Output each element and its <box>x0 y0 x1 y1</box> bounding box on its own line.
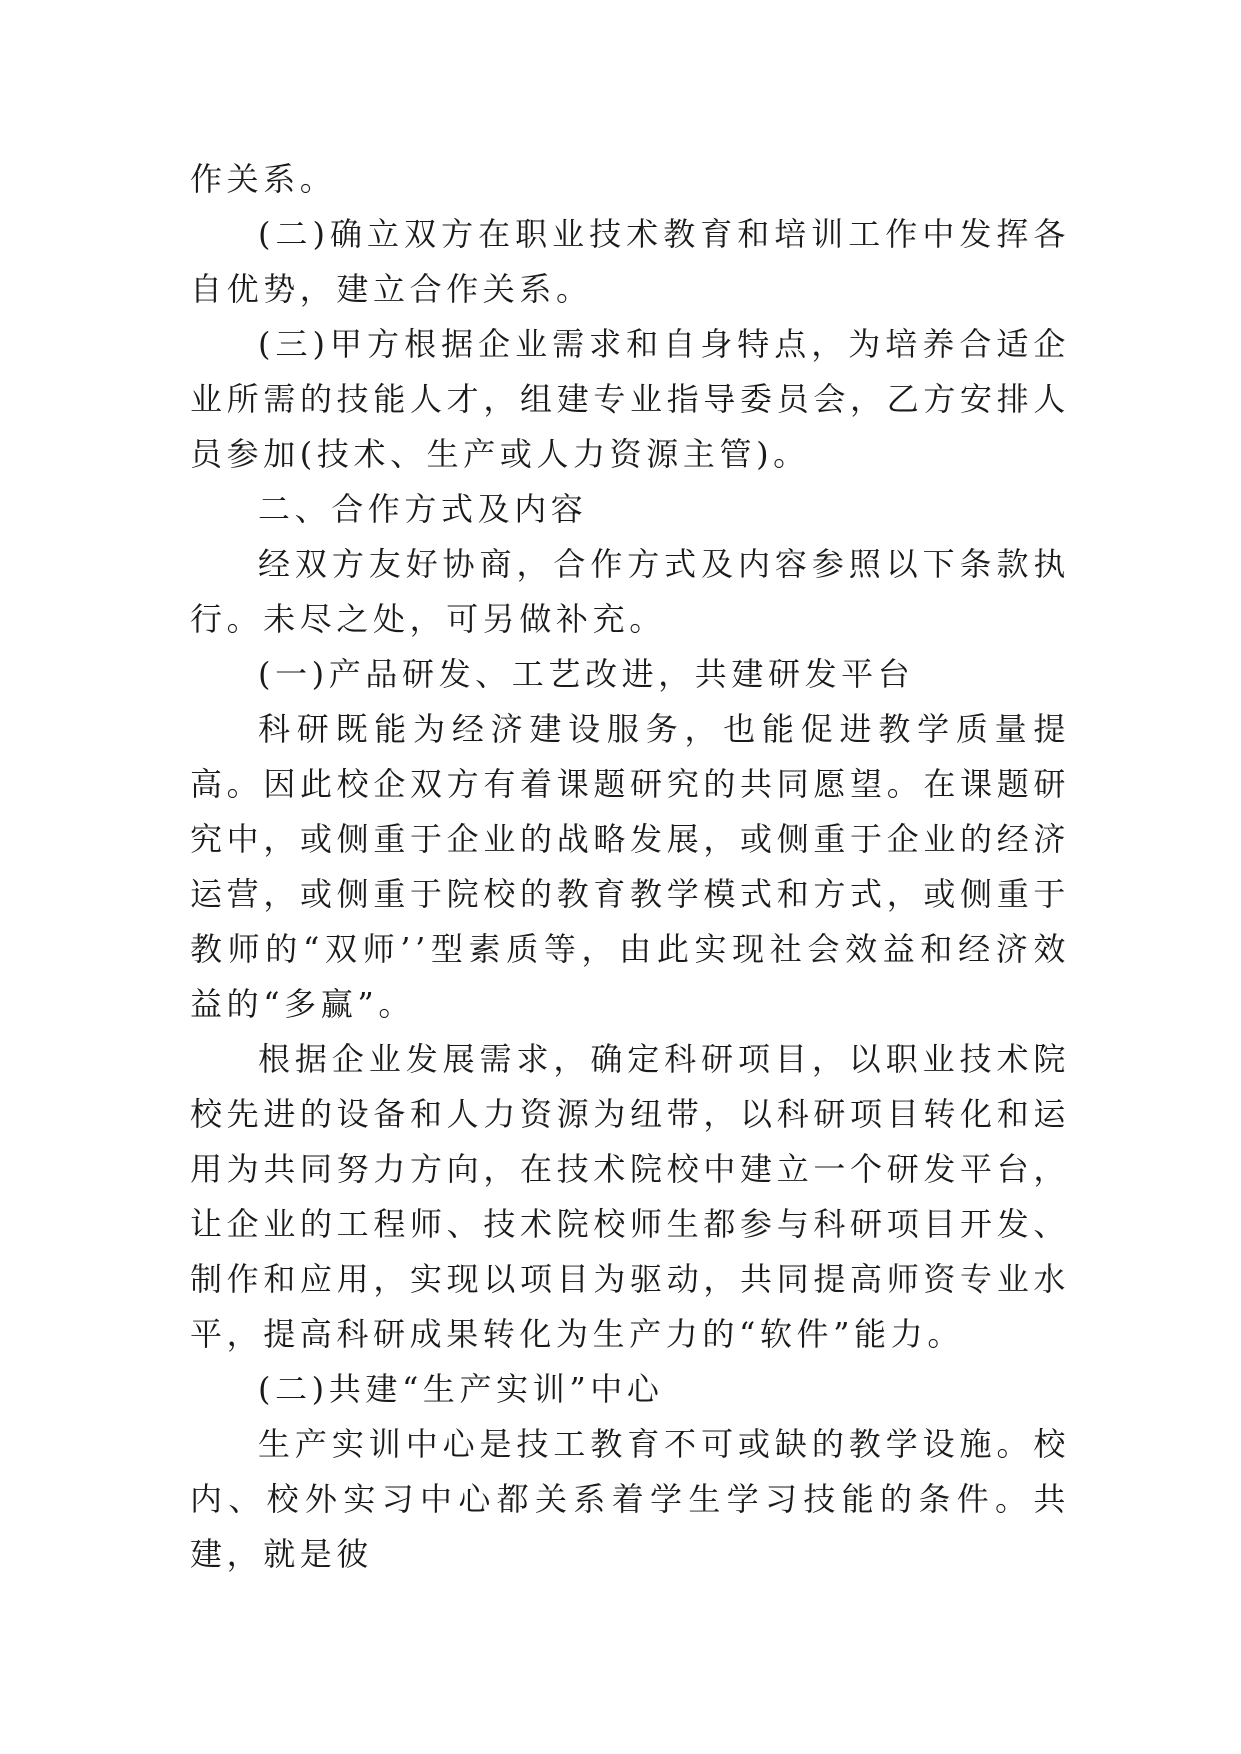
subheading-training-center: (二)共建“生产实训”中心 <box>258 1370 664 1408</box>
paragraph-continuation: 作关系。 <box>190 160 337 198</box>
paragraph-research: 科研既能为经济建设服务，也能促进教学质量提高。因此校企双方有着课题研究的共同愿望。在课题研究中，或侧重于企业的战略发展，或侧重于企业的经济运营，或侧重于院校的教育教学模式和方式，或侧重于教师的“双师’’型素质等，由此实现社会效益和经济效益的“多赢”。 <box>190 710 1070 1023</box>
paragraph-training: 生产实训中心是技工教育不可或缺的教学设施。校内、校外实习中心都关系着学生学习技能的条件。共建，就是彼 <box>190 1425 1070 1573</box>
document-body <box>190 152 1070 1582</box>
paragraph-projects: 根据企业发展需求，确定科研项目，以职业技术院校先进的设备和人力资源为纽带，以科研项目转化和运用为共同努力方向，在技术院校中建立一个研发平台，让企业的工程师、技术院校师生都参与科研项目开发、制作和应用，实现以项目为驱动，共同提高师资专业水平，提高科研成果转化为生产力的“软件”能力。 <box>190 1040 1070 1353</box>
paragraph-clause-3: (三)甲方根据企业需求和自身特点，为培养合适企业所需的技能人才，组建专业指导委员会，乙方安排人员参加(技术、生产或人力资源主管)。 <box>190 325 1070 473</box>
paragraph-clause-2: (二)确立双方在职业技术教育和培训工作中发挥各自优势，建立合作关系。 <box>190 215 1070 308</box>
section-heading-cooperation: 二、合作方式及内容 <box>258 490 588 528</box>
paragraph-intro: 经双方友好协商，合作方式及内容参照以下条款执行。未尽之处，可另做补充。 <box>190 545 1070 638</box>
subheading-rd-platform: (一)产品研发、工艺改进，共建研发平台 <box>258 655 915 693</box>
